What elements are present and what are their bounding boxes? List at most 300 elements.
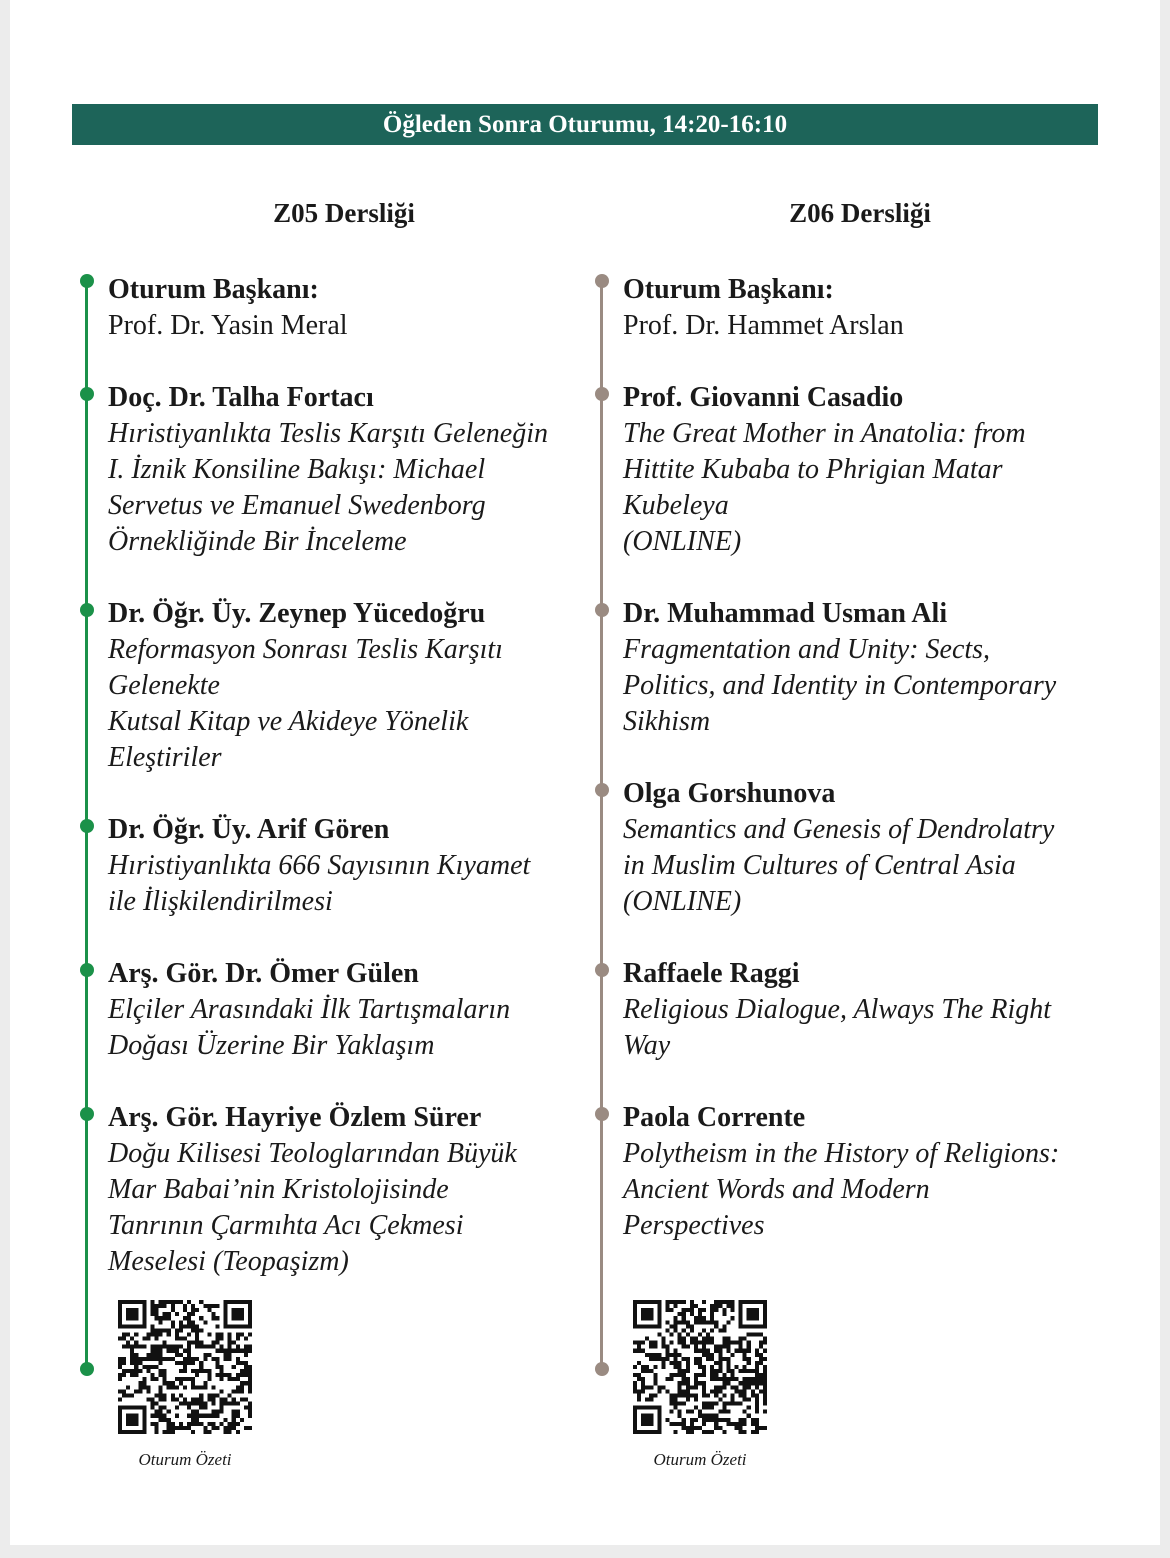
qr-module xyxy=(735,1385,739,1389)
qr-module xyxy=(236,1349,240,1353)
qr-module xyxy=(138,1430,142,1434)
qr-module xyxy=(641,1308,645,1312)
qr-module xyxy=(670,1361,674,1365)
qr-code-left[interactable] xyxy=(118,1300,252,1434)
qr-module xyxy=(118,1304,122,1308)
chair-name: Prof. Dr. Hammet Arslan xyxy=(623,310,904,341)
qr-module xyxy=(694,1316,698,1320)
qr-module xyxy=(228,1422,232,1426)
qr-module xyxy=(240,1312,244,1316)
qr-module xyxy=(678,1389,682,1393)
talk-title-line: Tanrının Çarmıhta Acı Çekmesi xyxy=(108,1210,464,1241)
qr-module xyxy=(118,1410,122,1414)
qr-module xyxy=(215,1316,219,1320)
qr-module xyxy=(706,1430,710,1434)
left-talk-4 xyxy=(108,956,590,1064)
qr-module xyxy=(682,1402,686,1406)
qr-module xyxy=(228,1345,232,1349)
chair-label: Oturum Başkanı: xyxy=(108,274,319,305)
qr-module xyxy=(171,1357,175,1361)
qr-module xyxy=(183,1308,187,1312)
timeline-dot xyxy=(595,274,609,288)
qr-module xyxy=(645,1430,649,1434)
qr-module xyxy=(203,1430,207,1434)
qr-module xyxy=(686,1426,690,1430)
speaker-name: Dr. Öğr. Üy. Zeynep Yücedoğru xyxy=(108,598,486,629)
qr-module xyxy=(195,1341,199,1345)
qr-module xyxy=(150,1324,154,1328)
qr-module xyxy=(722,1418,726,1422)
talk-title-line: Semantics and Genesis of Dendrolatry xyxy=(623,814,1055,845)
qr-module xyxy=(670,1332,674,1336)
qr-module xyxy=(126,1300,130,1304)
qr-module xyxy=(199,1369,203,1373)
qr-module xyxy=(670,1324,674,1328)
talk-title-line: Polytheism in the History of Religions: xyxy=(623,1138,1060,1169)
qr-module xyxy=(187,1414,191,1418)
qr-module xyxy=(641,1300,645,1304)
qr-module xyxy=(126,1406,130,1410)
qr-module xyxy=(718,1349,722,1353)
qr-module xyxy=(240,1308,244,1312)
qr-module xyxy=(179,1422,183,1426)
qr-module xyxy=(755,1422,759,1426)
qr-module xyxy=(710,1341,714,1345)
qr-module xyxy=(730,1422,734,1426)
qr-module xyxy=(706,1332,710,1336)
qr-module xyxy=(763,1341,767,1345)
qr-module xyxy=(702,1389,706,1393)
qr-module xyxy=(702,1381,706,1385)
qr-module xyxy=(155,1365,159,1369)
qr-module xyxy=(706,1402,710,1406)
qr-module xyxy=(747,1381,751,1385)
talk-title-line: Sikhism xyxy=(623,706,711,737)
qr-module xyxy=(220,1337,224,1341)
qr-module xyxy=(195,1414,199,1418)
qr-module xyxy=(682,1389,686,1393)
qr-module xyxy=(183,1365,187,1369)
qr-module xyxy=(710,1320,714,1324)
qr-module xyxy=(195,1332,199,1336)
qr-module xyxy=(694,1406,698,1410)
qr-module xyxy=(722,1393,726,1397)
qr-module xyxy=(224,1357,228,1361)
qr-module xyxy=(122,1369,126,1373)
qr-module xyxy=(755,1430,759,1434)
qr-module xyxy=(633,1426,637,1430)
qr-module xyxy=(735,1377,739,1381)
timeline-dot xyxy=(595,1107,609,1121)
qr-module xyxy=(661,1341,665,1345)
qr-module xyxy=(649,1357,653,1361)
left-talk-2 xyxy=(108,596,590,776)
qr-module xyxy=(150,1357,154,1361)
qr-module xyxy=(698,1381,702,1385)
qr-module xyxy=(690,1430,694,1434)
qr-module xyxy=(126,1345,130,1349)
qr-module xyxy=(763,1389,767,1393)
qr-module xyxy=(763,1402,767,1406)
qr-module xyxy=(698,1341,702,1345)
qr-module xyxy=(203,1426,207,1430)
qr-module xyxy=(146,1369,150,1373)
qr-module xyxy=(207,1332,211,1336)
qr-module xyxy=(167,1312,171,1316)
right-talk-3 xyxy=(623,776,1113,920)
qr-module xyxy=(207,1414,211,1418)
qr-module xyxy=(751,1381,755,1385)
qr-module xyxy=(743,1385,747,1389)
qr-module xyxy=(220,1397,224,1401)
qr-module xyxy=(657,1422,661,1426)
qr-module xyxy=(637,1393,641,1397)
qr-module xyxy=(641,1377,645,1381)
qr-module xyxy=(698,1320,702,1324)
qr-module xyxy=(710,1418,714,1422)
qr-module xyxy=(661,1365,665,1369)
qr-module xyxy=(686,1332,690,1336)
qr-module xyxy=(122,1345,126,1349)
qr-module xyxy=(674,1320,678,1324)
qr-module xyxy=(130,1430,134,1434)
qr-module xyxy=(142,1357,146,1361)
qr-module xyxy=(751,1389,755,1393)
qr-module xyxy=(191,1385,195,1389)
left-talk-3 xyxy=(108,812,590,920)
qr-module xyxy=(726,1381,730,1385)
qr-module xyxy=(714,1349,718,1353)
talk-title-line: Hıristiyanlıkta Teslis Karşıtı Geleneğin xyxy=(108,418,548,449)
talk-title-line: Kutsal Kitap ve Akideye Yönelik xyxy=(108,706,469,737)
qr-module xyxy=(751,1300,755,1304)
qr-module xyxy=(686,1357,690,1361)
qr-module xyxy=(665,1308,669,1312)
qr-module xyxy=(155,1430,159,1434)
qr-module xyxy=(191,1397,195,1401)
qr-module xyxy=(678,1341,682,1345)
qr-module xyxy=(195,1402,199,1406)
timeline-dot xyxy=(80,603,94,617)
talk-title-line: Ancient Words and Modern xyxy=(623,1174,930,1205)
qr-module xyxy=(159,1397,163,1401)
qr-module xyxy=(698,1361,702,1365)
qr-module xyxy=(236,1300,240,1304)
timeline-dot xyxy=(595,783,609,797)
qr-module xyxy=(686,1410,690,1414)
qr-module xyxy=(702,1430,706,1434)
qr-module xyxy=(199,1300,203,1304)
qr-module xyxy=(686,1377,690,1381)
qr-module xyxy=(130,1345,134,1349)
qr-module xyxy=(730,1353,734,1357)
qr-module xyxy=(159,1361,163,1365)
qr-module xyxy=(142,1312,146,1316)
qr-module xyxy=(714,1308,718,1312)
qr-module xyxy=(641,1324,645,1328)
qr-module xyxy=(171,1393,175,1397)
qr-module xyxy=(633,1418,637,1422)
qr-module xyxy=(171,1308,175,1312)
qr-module xyxy=(244,1426,248,1430)
qr-module xyxy=(694,1337,698,1341)
qr-module xyxy=(759,1361,763,1365)
qr-module xyxy=(743,1369,747,1373)
qr-code-right[interactable] xyxy=(633,1300,767,1434)
qr-module xyxy=(730,1385,734,1389)
qr-module xyxy=(747,1308,751,1312)
qr-module xyxy=(171,1324,175,1328)
qr-module xyxy=(130,1353,134,1357)
qr-module xyxy=(228,1300,232,1304)
qr-module xyxy=(126,1312,130,1316)
qr-module xyxy=(645,1369,649,1373)
qr-module xyxy=(633,1304,637,1308)
qr-module xyxy=(726,1369,730,1373)
talk-title-line: Fragmentation and Unity: Sects, xyxy=(623,634,991,665)
qr-module xyxy=(674,1430,678,1434)
qr-module xyxy=(187,1377,191,1381)
qr-module xyxy=(163,1377,167,1381)
qr-module xyxy=(187,1349,191,1353)
qr-module xyxy=(236,1337,240,1341)
qr-module xyxy=(714,1385,718,1389)
qr-module xyxy=(199,1402,203,1406)
qr-module xyxy=(682,1369,686,1373)
qr-module xyxy=(232,1397,236,1401)
qr-module xyxy=(730,1308,734,1312)
qr-module xyxy=(755,1369,759,1373)
qr-module xyxy=(702,1418,706,1422)
qr-module xyxy=(248,1406,252,1410)
talk-title-line: I. İznik Konsiline Bakışı: Michael xyxy=(108,454,486,485)
qr-module xyxy=(175,1397,179,1401)
qr-module xyxy=(649,1345,653,1349)
qr-module xyxy=(730,1373,734,1377)
qr-module xyxy=(163,1381,167,1385)
qr-module xyxy=(730,1402,734,1406)
qr-module xyxy=(653,1341,657,1345)
qr-module xyxy=(134,1357,138,1361)
qr-module xyxy=(657,1300,661,1304)
qr-module xyxy=(714,1373,718,1377)
qr-module xyxy=(118,1373,122,1377)
qr-module xyxy=(146,1353,150,1357)
qr-module xyxy=(215,1365,219,1369)
qr-module xyxy=(670,1377,674,1381)
qr-module xyxy=(674,1373,678,1377)
qr-module xyxy=(633,1300,637,1304)
qr-module xyxy=(751,1324,755,1328)
qr-module xyxy=(167,1349,171,1353)
timeline-dot xyxy=(80,274,94,288)
qr-module xyxy=(665,1304,669,1308)
session-banner: Öğleden Sonra Oturumu, 14:20-16:10 xyxy=(72,104,1098,145)
qr-module xyxy=(661,1385,665,1389)
qr-module xyxy=(759,1341,763,1345)
qr-module xyxy=(142,1365,146,1369)
qr-module xyxy=(702,1402,706,1406)
qr-module xyxy=(637,1430,641,1434)
qr-module xyxy=(682,1316,686,1320)
qr-module xyxy=(657,1418,661,1422)
timeline-dot xyxy=(595,963,609,977)
qr-module xyxy=(191,1422,195,1426)
qr-module xyxy=(187,1324,191,1328)
qr-module xyxy=(657,1389,661,1393)
qr-module xyxy=(747,1361,751,1365)
qr-caption-left: Oturum Özeti xyxy=(138,1450,232,1469)
qr-module xyxy=(134,1345,138,1349)
qr-module xyxy=(138,1361,142,1365)
qr-module xyxy=(718,1389,722,1393)
qr-module xyxy=(155,1345,159,1349)
talk-title-line: Hittite Kubaba to Phrigian Matar xyxy=(623,454,1003,485)
qr-module xyxy=(215,1304,219,1308)
qr-module xyxy=(167,1357,171,1361)
qr-module xyxy=(134,1312,138,1316)
qr-module xyxy=(228,1373,232,1377)
qr-module xyxy=(236,1312,240,1316)
qr-module xyxy=(747,1349,751,1353)
qr-module xyxy=(228,1377,232,1381)
talk-title-line: Meselesi (Teopaşizm) xyxy=(108,1246,349,1277)
qr-module xyxy=(747,1357,751,1361)
qr-module xyxy=(759,1332,763,1336)
talk-title-line: Eleştiriler xyxy=(108,742,222,773)
qr-module xyxy=(710,1308,714,1312)
qr-module xyxy=(718,1369,722,1373)
qr-module xyxy=(118,1365,122,1369)
qr-module xyxy=(195,1324,199,1328)
qr-module xyxy=(682,1357,686,1361)
qr-module xyxy=(187,1422,191,1426)
qr-module xyxy=(714,1422,718,1426)
qr-module xyxy=(207,1430,211,1434)
qr-module xyxy=(142,1422,146,1426)
qr-module xyxy=(155,1349,159,1353)
qr-module xyxy=(726,1377,730,1381)
qr-module xyxy=(722,1328,726,1332)
qr-module xyxy=(183,1324,187,1328)
qr-module xyxy=(138,1324,142,1328)
qr-module xyxy=(694,1341,698,1345)
qr-module xyxy=(126,1393,130,1397)
qr-module xyxy=(179,1402,183,1406)
qr-module xyxy=(653,1300,657,1304)
qr-module xyxy=(159,1357,163,1361)
qr-module xyxy=(195,1397,199,1401)
qr-module xyxy=(179,1381,183,1385)
qr-module xyxy=(755,1332,759,1336)
qr-module xyxy=(163,1393,167,1397)
qr-module xyxy=(150,1373,154,1377)
qr-module xyxy=(645,1300,649,1304)
qr-module xyxy=(211,1414,215,1418)
qr-module xyxy=(134,1422,138,1426)
qr-module xyxy=(171,1304,175,1308)
qr-module xyxy=(743,1397,747,1401)
qr-module xyxy=(215,1341,219,1345)
qr-module xyxy=(759,1357,763,1361)
qr-module xyxy=(735,1426,739,1430)
qr-module xyxy=(682,1426,686,1430)
qr-module xyxy=(199,1385,203,1389)
qr-module xyxy=(224,1430,228,1434)
qr-module xyxy=(665,1349,669,1353)
qr-module xyxy=(645,1422,649,1426)
qr-module xyxy=(682,1381,686,1385)
qr-module xyxy=(199,1422,203,1426)
qr-module xyxy=(633,1316,637,1320)
qr-module xyxy=(674,1397,678,1401)
qr-module xyxy=(706,1341,710,1345)
qr-module xyxy=(690,1337,694,1341)
qr-module xyxy=(150,1308,154,1312)
qr-module xyxy=(694,1393,698,1397)
qr-module xyxy=(248,1324,252,1328)
qr-module xyxy=(232,1365,236,1369)
qr-module xyxy=(191,1328,195,1332)
qr-module xyxy=(150,1365,154,1369)
qr-module xyxy=(150,1328,154,1332)
qr-module xyxy=(682,1422,686,1426)
qr-module xyxy=(657,1426,661,1430)
qr-module xyxy=(714,1377,718,1381)
qr-module xyxy=(702,1328,706,1332)
qr-module xyxy=(134,1389,138,1393)
qr-module xyxy=(155,1414,159,1418)
qr-module xyxy=(641,1365,645,1369)
qr-module xyxy=(122,1406,126,1410)
chair-name: Prof. Dr. Yasin Meral xyxy=(108,310,348,341)
qr-module xyxy=(134,1414,138,1418)
talk-title-line: Doğası Üzerine Bir Yaklaşım xyxy=(108,1030,435,1061)
qr-module xyxy=(645,1324,649,1328)
qr-module xyxy=(236,1332,240,1336)
qr-module xyxy=(751,1393,755,1397)
qr-module xyxy=(722,1430,726,1434)
qr-module xyxy=(146,1385,150,1389)
qr-module xyxy=(155,1312,159,1316)
qr-module xyxy=(211,1393,215,1397)
qr-module xyxy=(248,1308,252,1312)
qr-module xyxy=(167,1300,171,1304)
qr-module xyxy=(739,1393,743,1397)
qr-module xyxy=(641,1418,645,1422)
qr-module xyxy=(710,1316,714,1320)
qr-module xyxy=(670,1397,674,1401)
qr-module xyxy=(150,1332,154,1336)
qr-module xyxy=(674,1316,678,1320)
qr-module xyxy=(718,1397,722,1401)
qr-module xyxy=(159,1389,163,1393)
qr-module xyxy=(118,1430,122,1434)
qr-module xyxy=(739,1418,743,1422)
qr-module xyxy=(678,1361,682,1365)
qr-module xyxy=(755,1373,759,1377)
qr-module xyxy=(179,1426,183,1430)
qr-module xyxy=(637,1300,641,1304)
qr-module xyxy=(682,1345,686,1349)
qr-module xyxy=(682,1308,686,1312)
talk-title-line: in Muslim Cultures of Central Asia xyxy=(623,850,1016,881)
qr-module xyxy=(122,1430,126,1434)
qr-module xyxy=(702,1349,706,1353)
qr-module xyxy=(179,1324,183,1328)
qr-module xyxy=(747,1316,751,1320)
qr-module xyxy=(248,1304,252,1308)
